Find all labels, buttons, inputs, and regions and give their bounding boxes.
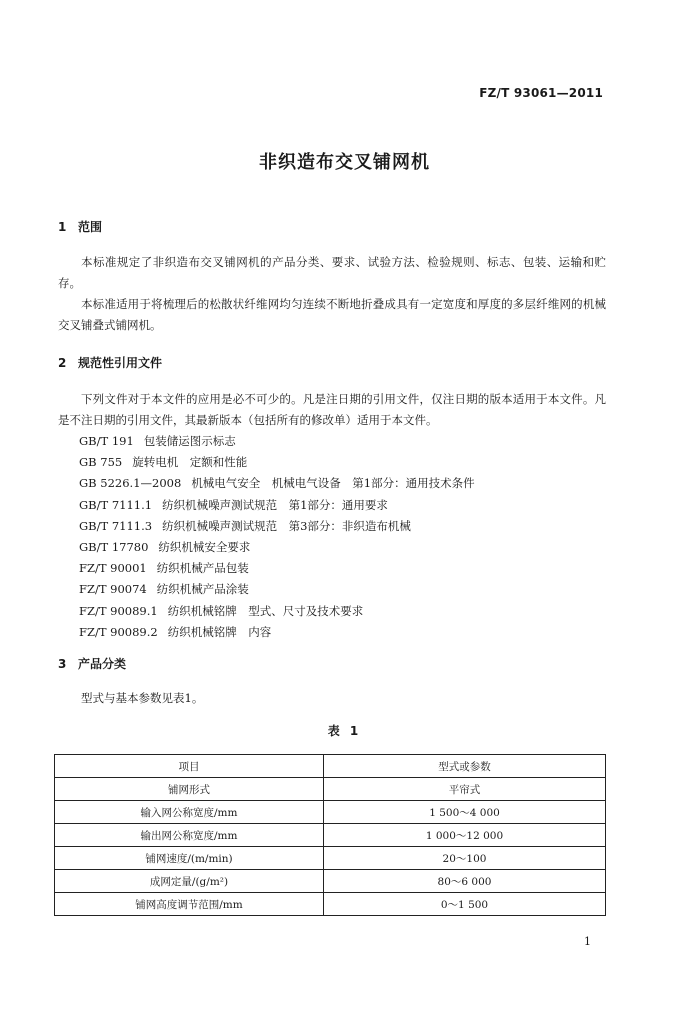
table-row — [55, 893, 606, 916]
reference-item — [79, 537, 475, 558]
reference-code: GB/T 17780 — [79, 539, 149, 554]
reference-item — [79, 601, 475, 622]
reference-item — [79, 452, 475, 473]
table-header-cell: 型式或参数 — [324, 755, 606, 778]
section-title: 产品分类 — [78, 657, 127, 671]
reference-code: GB 755 — [79, 455, 123, 470]
reference-item — [79, 516, 475, 537]
normative-references-intro: 下列文件对于本文件的应用是必不可少的。凡是注日期的引用文件，仅注日期的版本适用于本文件。凡是不注日期的引用文件，其最新版本（包括所有的修改单）适用于本文件。 — [58, 392, 606, 427]
table-header-cell: 项目 — [55, 755, 324, 778]
reference-item — [79, 495, 475, 516]
table-caption: 表 1 — [327, 724, 362, 738]
section-1-heading — [58, 218, 102, 235]
document-title: 非织造布交叉铺网机 — [259, 152, 430, 173]
table-row — [55, 824, 606, 847]
table-cell: 铺网高度调节范围/mm — [55, 893, 324, 916]
section-2-heading — [58, 354, 162, 371]
table-cell: 成网定量/(g/m²) — [55, 870, 324, 893]
reference-code: FZ/T 90074 — [79, 582, 147, 597]
scope-paragraph-2: 本标准适用于将梳理后的松散状纤维网均匀连续不断地折叠成具有一定宽度和厚度的多层纤维网的机械交叉铺叠式铺网机。 — [58, 297, 606, 332]
table-header-row — [55, 755, 606, 778]
table-row — [55, 778, 606, 801]
table-row — [55, 870, 606, 893]
section-3-heading — [58, 655, 126, 672]
reference-code: FZ/T 90001 — [79, 561, 147, 576]
reference-code: FZ/T 90089.1 — [79, 603, 158, 618]
reference-list — [79, 431, 475, 643]
reference-code: GB 5226.1—2008 — [79, 476, 182, 491]
reference-item — [79, 558, 475, 579]
table-cell: 80～6 000 — [324, 870, 606, 893]
table-cell: 铺网形式 — [55, 778, 324, 801]
product-classification-intro: 型式与基本参数见表1。 — [81, 691, 204, 705]
page-number: 1 — [584, 935, 591, 948]
reference-title: 纺织机械噪声测试规范 第1部分：通用要求 — [162, 497, 388, 512]
reference-item — [79, 622, 475, 643]
reference-title: 机械电气安全 机械电气设备 第1部分：通用技术条件 — [191, 476, 475, 491]
spec-table — [54, 754, 606, 916]
section-title: 规范性引用文件 — [78, 356, 163, 370]
section-number: 2 — [58, 356, 67, 370]
reference-title: 纺织机械产品包装 — [156, 561, 249, 576]
section-number: 3 — [58, 657, 67, 671]
reference-code: GB/T 7111.3 — [79, 518, 153, 533]
reference-code: GB/T 7111.1 — [79, 497, 153, 512]
reference-title: 纺织机械噪声测试规范 第3部分：非织造布机械 — [162, 518, 411, 533]
scope-paragraph-1: 本标准规定了非织造布交叉铺网机的产品分类、要求、试验方法、检验规则、标志、包装、运输和贮存。 — [58, 255, 606, 290]
reference-title: 包装储运图示标志 — [143, 434, 236, 448]
reference-title: 纺织机械铭牌 型式、尺寸及技术要求 — [167, 603, 364, 618]
table-cell: 0～1 500 — [324, 893, 606, 916]
table-cell: 1 000～12 000 — [324, 824, 606, 847]
reference-item — [79, 579, 475, 600]
reference-item — [79, 473, 475, 494]
table-cell: 20～100 — [324, 847, 606, 870]
reference-item — [79, 431, 475, 452]
reference-title: 纺织机械铭牌 内容 — [167, 624, 272, 639]
section-number: 1 — [58, 220, 67, 234]
reference-title: 纺织机械产品涂装 — [156, 582, 249, 597]
reference-title: 旋转电机 定额和性能 — [132, 455, 248, 470]
table-cell: 1 500～4 000 — [324, 801, 606, 824]
table-cell: 平帘式 — [324, 778, 606, 801]
reference-title: 纺织机械安全要求 — [158, 539, 251, 554]
table-cell: 输出网公称宽度/mm — [55, 824, 324, 847]
reference-code: FZ/T 90089.2 — [79, 624, 158, 639]
reference-code: GB/T 191 — [79, 434, 134, 448]
table-cell: 输入网公称宽度/mm — [55, 801, 324, 824]
standard-code: FZ/T 93061—2011 — [479, 86, 603, 100]
table-cell: 铺网速度/(m/min) — [55, 847, 324, 870]
section-title: 范围 — [78, 220, 103, 234]
table-row — [55, 801, 606, 824]
table-row — [55, 847, 606, 870]
